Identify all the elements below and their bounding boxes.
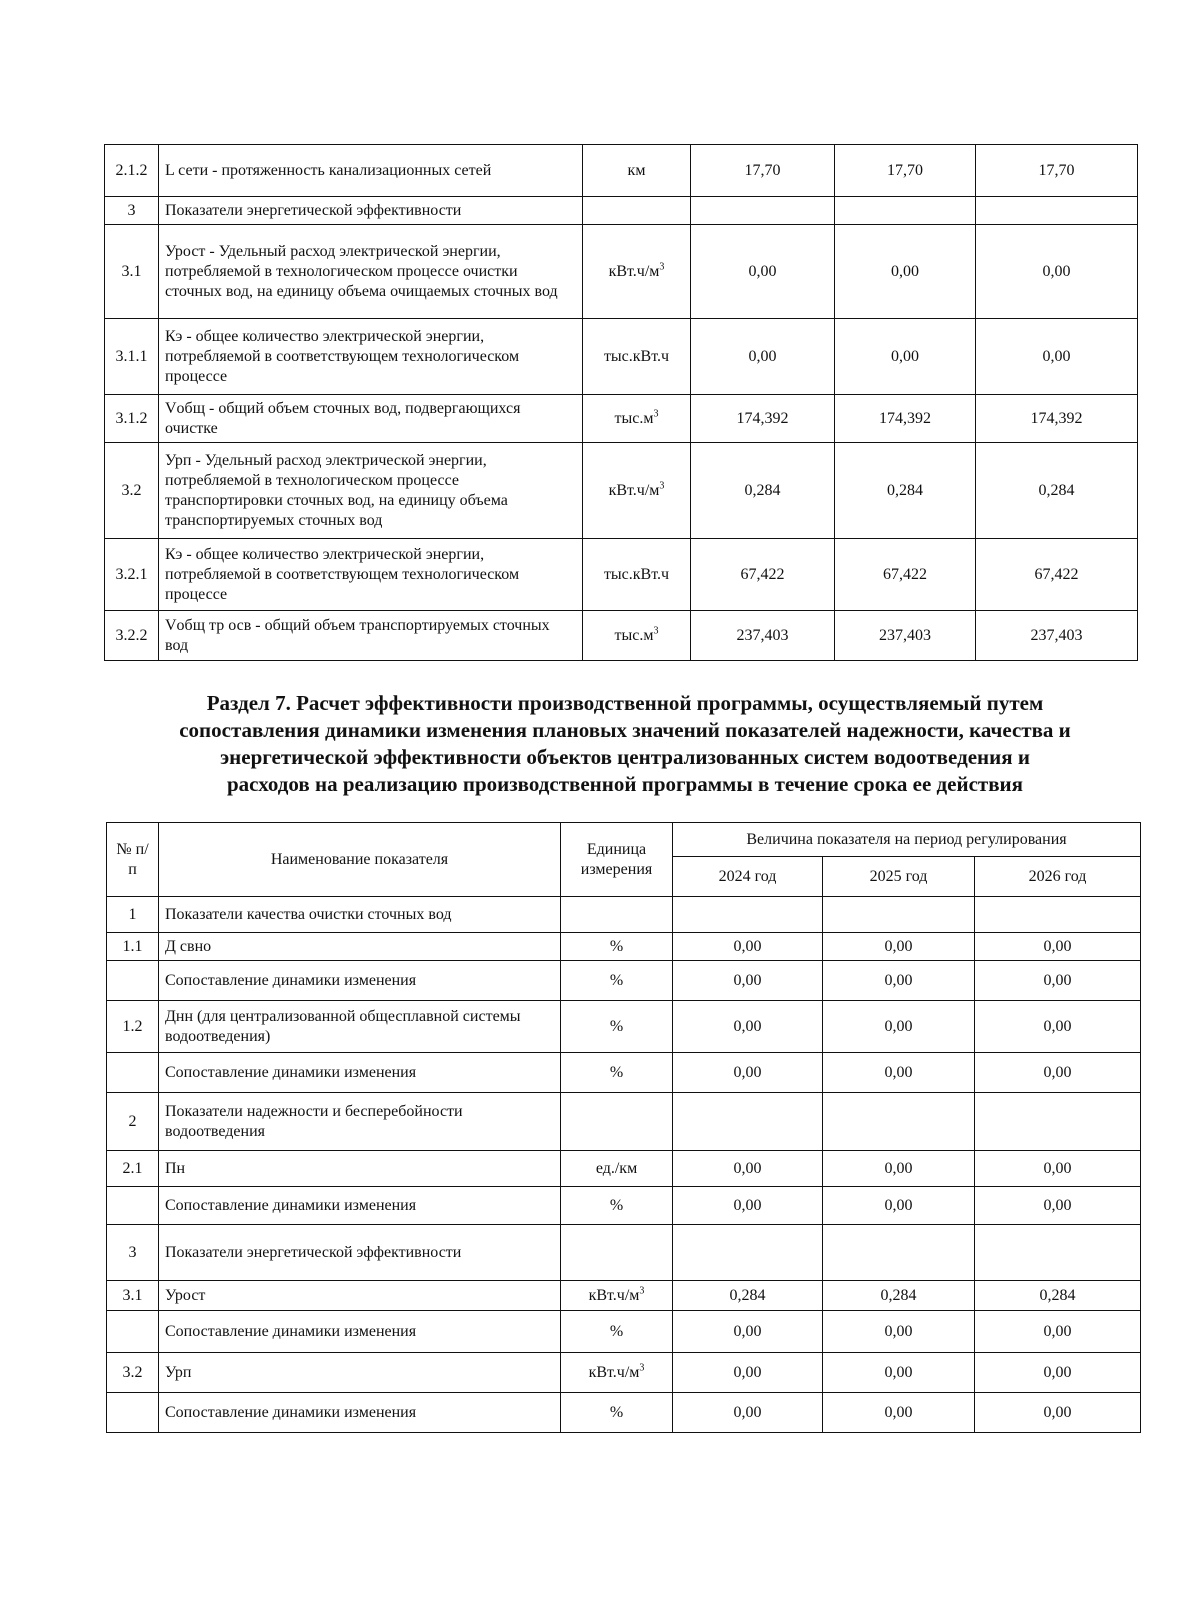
value-cell: 0,00 (823, 1001, 975, 1053)
indicators-table-continued (104, 144, 1138, 661)
indicator-name: Д свно (159, 933, 561, 961)
row-number: 3.1.2 (105, 395, 159, 443)
value-cell: 17,70 (835, 145, 976, 197)
indicator-name: Сопоставление динамики изменения (159, 961, 561, 1001)
row-number (107, 1053, 159, 1093)
value-cell: 0,00 (823, 1353, 975, 1393)
table-row (105, 611, 1138, 661)
unit-cell: тыс.кВт.ч (583, 319, 691, 395)
row-number: 3.1 (107, 1281, 159, 1311)
indicator-name: Сопоставление динамики изменения (159, 1053, 561, 1093)
value-cell: 0,00 (976, 225, 1138, 319)
value-cell: 0,284 (823, 1281, 975, 1311)
value-cell: 0,00 (823, 933, 975, 961)
value-cell (823, 1225, 975, 1281)
header-year-2024: 2024 год (673, 857, 823, 897)
value-cell (673, 1093, 823, 1151)
value-cell: 174,392 (835, 395, 976, 443)
unit-cell: % (561, 933, 673, 961)
value-cell: 0,00 (975, 1311, 1141, 1353)
value-cell: 237,403 (835, 611, 976, 661)
table-row (107, 1353, 1141, 1393)
value-cell: 0,00 (975, 1187, 1141, 1225)
indicator-name: Vобщ - общий объем сточных вод, подвергающихся очистке (159, 395, 583, 443)
table-row (105, 319, 1138, 395)
row-number (107, 1311, 159, 1353)
table-row (107, 1225, 1141, 1281)
header-year-2026: 2026 год (975, 857, 1141, 897)
row-number: 3 (105, 197, 159, 225)
value-cell: 0,00 (975, 1393, 1141, 1433)
indicator-name: Показатели качества очистки сточных вод (159, 897, 561, 933)
value-cell: 0,00 (673, 1151, 823, 1187)
value-cell: 67,422 (691, 539, 835, 611)
table-row (107, 1093, 1141, 1151)
header-number: № п/п (107, 823, 159, 897)
unit-cell: % (561, 1393, 673, 1433)
row-number (107, 1187, 159, 1225)
value-cell: 237,403 (976, 611, 1138, 661)
row-number: 1.2 (107, 1001, 159, 1053)
value-cell: 237,403 (691, 611, 835, 661)
row-number: 3.1 (105, 225, 159, 319)
value-cell (975, 897, 1141, 933)
value-cell: 0,00 (975, 961, 1141, 1001)
table-row (105, 197, 1138, 225)
value-cell: 0,00 (673, 1353, 823, 1393)
value-cell: 0,00 (823, 1187, 975, 1225)
value-cell: 0,284 (691, 443, 835, 539)
unit-cell: $тыс.м^3$ (583, 611, 691, 661)
value-cell: 0,00 (823, 1311, 975, 1353)
value-cell (976, 197, 1138, 225)
value-cell: 17,70 (976, 145, 1138, 197)
unit-cell: % (561, 1053, 673, 1093)
value-cell: 67,422 (976, 539, 1138, 611)
indicator-name: Урп - Удельный расход электрической энергии, потребляемой в технологическом процессе транспортировки сточных вод, на единицу объема транспортируемых сточных вод (159, 443, 583, 539)
efficiency-table (106, 822, 1141, 1433)
header-year-2025: 2025 год (823, 857, 975, 897)
value-cell: 0,00 (975, 933, 1141, 961)
row-number: 3.2.1 (105, 539, 159, 611)
indicator-name: Сопоставление динамики изменения (159, 1311, 561, 1353)
table-row (105, 225, 1138, 319)
row-number: 3.2.2 (105, 611, 159, 661)
value-cell: 0,00 (691, 319, 835, 395)
indicator-name: Показатели энергетической эффективности (159, 197, 583, 225)
unit-cell: ед./км (561, 1151, 673, 1187)
unit-cell: % (561, 1311, 673, 1353)
table-row (107, 1281, 1141, 1311)
value-cell (823, 1093, 975, 1151)
value-cell: 0,00 (975, 1001, 1141, 1053)
value-cell (823, 897, 975, 933)
table-row (107, 961, 1141, 1001)
header-period: Величина показателя на период регулирования (673, 823, 1141, 857)
value-cell (835, 197, 976, 225)
table-row (107, 1311, 1141, 1353)
row-number: 2.1.2 (105, 145, 159, 197)
unit-cell: $кВт.ч/м^3$ (583, 443, 691, 539)
table-row (107, 1187, 1141, 1225)
unit-cell: % (561, 1001, 673, 1053)
table-row (105, 443, 1138, 539)
table-row (105, 145, 1138, 197)
value-cell (975, 1093, 1141, 1151)
value-cell: 0,284 (673, 1281, 823, 1311)
unit-cell: $кВт.ч/м^3$ (561, 1353, 673, 1393)
table-row (105, 395, 1138, 443)
table-row (107, 1053, 1141, 1093)
indicator-name: Урост - Удельный расход электрической энергии, потребляемой в технологическом процессе очистки сточных вод, на единицу объема очищаемых сточных вод (159, 225, 583, 319)
unit-cell (561, 1225, 673, 1281)
value-cell: 0,00 (823, 1151, 975, 1187)
value-cell (673, 1225, 823, 1281)
value-cell: 0,284 (835, 443, 976, 539)
unit-cell: % (561, 1187, 673, 1225)
value-cell: 0,00 (975, 1151, 1141, 1187)
header-name: Наименование показателя (159, 823, 561, 897)
indicator-name: Кэ - общее количество электрической энергии, потребляемой в соответствующем технологическом процессе (159, 539, 583, 611)
indicator-name: Пн (159, 1151, 561, 1187)
row-number: 1.1 (107, 933, 159, 961)
indicator-name: Сопоставление динамики изменения (159, 1393, 561, 1433)
indicator-name: Показатели энергетической эффективности (159, 1225, 561, 1281)
value-cell: 174,392 (691, 395, 835, 443)
value-cell: 0,00 (673, 1311, 823, 1353)
indicator-name: L сети - протяженность канализационных сетей (159, 145, 583, 197)
value-cell: 0,00 (823, 961, 975, 1001)
unit-cell: % (561, 961, 673, 1001)
row-number (107, 1393, 159, 1433)
value-cell (975, 1225, 1141, 1281)
unit-cell (583, 197, 691, 225)
table-row (107, 1001, 1141, 1053)
indicator-name: Vобщ тр осв - общий объем транспортируемых сточных вод (159, 611, 583, 661)
value-cell (691, 197, 835, 225)
unit-cell (561, 1093, 673, 1151)
value-cell: 67,422 (835, 539, 976, 611)
row-number: 3.1.1 (105, 319, 159, 395)
table-row (107, 1151, 1141, 1187)
unit-cell: км (583, 145, 691, 197)
value-cell: 0,284 (975, 1281, 1141, 1311)
unit-cell: $кВт.ч/м^3$ (583, 225, 691, 319)
value-cell: 0,00 (975, 1353, 1141, 1393)
unit-cell (561, 897, 673, 933)
row-number: 1 (107, 897, 159, 933)
table-header-row (107, 823, 1141, 857)
indicator-name: Днн (для централизованной общесплавной системы водоотведения) (159, 1001, 561, 1053)
value-cell (673, 897, 823, 933)
row-number: 3.2 (107, 1353, 159, 1393)
value-cell: 0,284 (976, 443, 1138, 539)
value-cell: 0,00 (835, 319, 976, 395)
indicator-name: Урост (159, 1281, 561, 1311)
row-number: 3 (107, 1225, 159, 1281)
table-row (105, 539, 1138, 611)
value-cell: 0,00 (673, 933, 823, 961)
value-cell: 0,00 (835, 225, 976, 319)
indicator-name: Урп (159, 1353, 561, 1393)
section-7-heading: Раздел 7. Расчет эффективности производственной программы, осуществляемый путем сопоставления динамики изменения плановых значений показателей надежности, качества и энергетической эффективности объектов централизованных систем водоотведения и расходов на реализацию производственной программы в течение срока ее действия (179, 691, 1071, 796)
value-cell: 0,00 (976, 319, 1138, 395)
value-cell: 0,00 (823, 1393, 975, 1433)
value-cell: 0,00 (673, 1053, 823, 1093)
value-cell: 0,00 (673, 1393, 823, 1433)
indicator-name: Показатели надежности и бесперебойности водоотведения (159, 1093, 561, 1151)
table-row (107, 897, 1141, 933)
unit-cell: $тыс.м^3$ (583, 395, 691, 443)
value-cell: 0,00 (691, 225, 835, 319)
table-row (107, 933, 1141, 961)
value-cell: 0,00 (673, 1001, 823, 1053)
value-cell: 174,392 (976, 395, 1138, 443)
header-unit: Единица измерения (561, 823, 673, 897)
value-cell: 0,00 (673, 1187, 823, 1225)
unit-cell: тыс.кВт.ч (583, 539, 691, 611)
row-number (107, 961, 159, 1001)
indicator-name: Сопоставление динамики изменения (159, 1187, 561, 1225)
row-number: 2.1 (107, 1151, 159, 1187)
unit-cell: $кВт.ч/м^3$ (561, 1281, 673, 1311)
value-cell: 0,00 (673, 961, 823, 1001)
value-cell: 0,00 (975, 1053, 1141, 1093)
table-row (107, 1393, 1141, 1433)
indicator-name: Кэ - общее количество электрической энергии, потребляемой в соответствующем технологическом процессе (159, 319, 583, 395)
value-cell: 17,70 (691, 145, 835, 197)
row-number: 3.2 (105, 443, 159, 539)
value-cell: 0,00 (823, 1053, 975, 1093)
row-number: 2 (107, 1093, 159, 1151)
